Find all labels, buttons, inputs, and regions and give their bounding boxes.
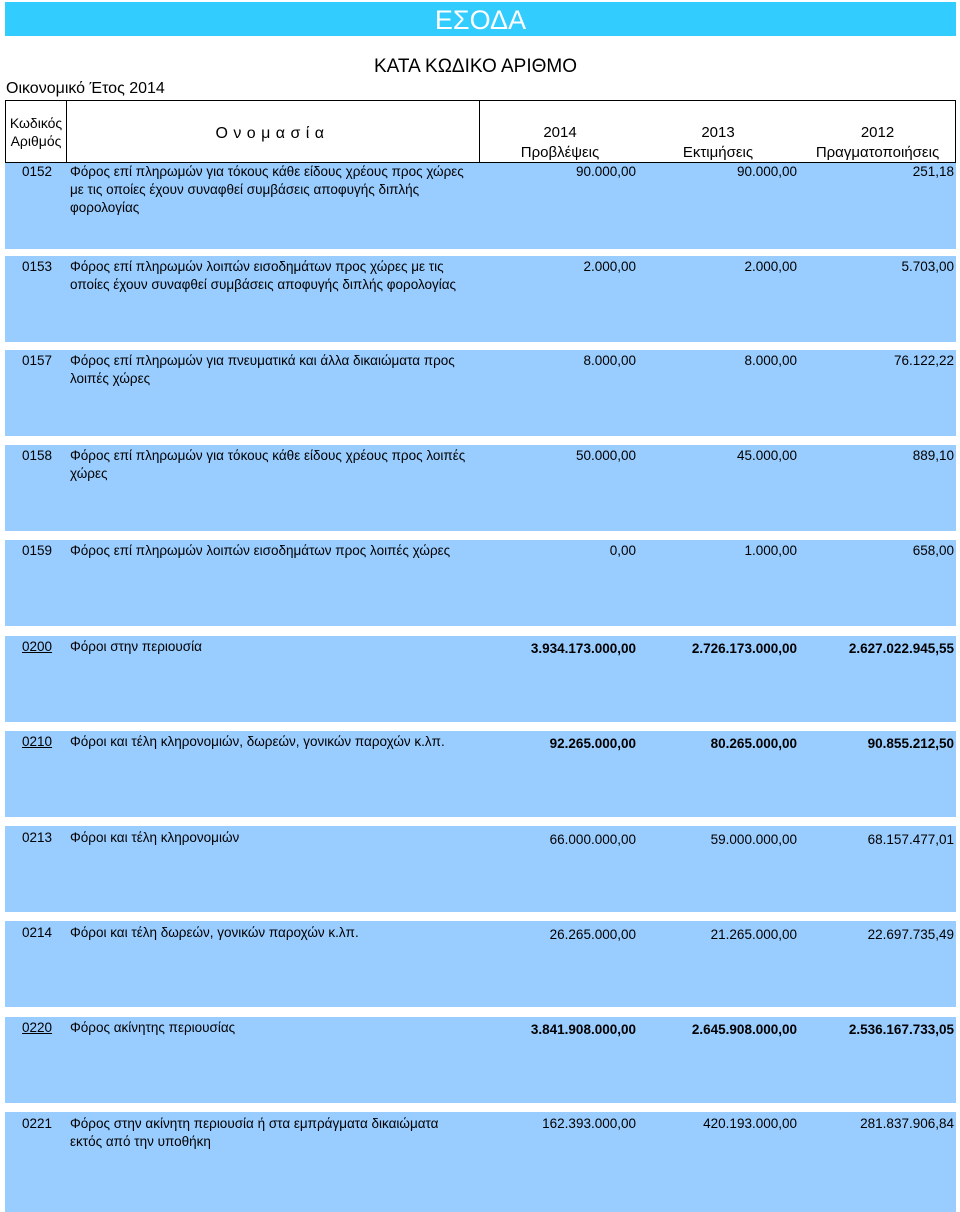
row-code: 0153 xyxy=(22,259,53,274)
header-name-column: Ο ν ο μ α σ ί α xyxy=(215,125,325,142)
row-value-2012: 2.536.167.733,05 xyxy=(848,1022,954,1037)
row-code: 0213 xyxy=(22,830,53,845)
row-value-2013: 2.645.908.000,00 xyxy=(691,1022,797,1037)
header-top-rule xyxy=(5,100,956,101)
row-name: Φόροι και τέλη δωρεών, γονικών παροχών κ.λπ. xyxy=(70,925,359,940)
header-col-2014-year: 2014 xyxy=(543,124,577,141)
header-divider xyxy=(479,100,480,162)
row-value-2013: 8.000,00 xyxy=(744,353,797,368)
row-code: 0220 xyxy=(22,1020,53,1035)
row-value-2012: 2.627.022.945,55 xyxy=(848,641,954,656)
row-value-2012: 251,18 xyxy=(912,164,954,179)
row-value-2014: 50.000,00 xyxy=(575,448,636,463)
row-code: 0210 xyxy=(22,734,53,749)
row-value-2013: 2.726.173.000,00 xyxy=(691,641,797,656)
page-subtitle: ΚΑΤΑ ΚΩΔΙΚΟ ΑΡΙΘΜΟ xyxy=(374,56,577,77)
row-name: Φόρος ακίνητης περιουσίας xyxy=(70,1020,236,1035)
header-col-2014 xyxy=(488,123,632,163)
row-value-2014: 66.000.000,00 xyxy=(549,832,636,847)
row-name: Φόρος επί πληρωμών για τόκους κάθε είδους χρέους προς λοιπές χώρες xyxy=(70,448,466,481)
row-value-2013: 90.000,00 xyxy=(736,164,797,179)
row-value-2013: 59.000.000,00 xyxy=(710,832,797,847)
header-col-2012-label: Πραγματοποιήσεις xyxy=(815,144,940,161)
row-value-2013: 21.265.000,00 xyxy=(710,927,797,942)
row-value-2012: 68.157.477,01 xyxy=(867,832,954,847)
row-value-2013: 45.000,00 xyxy=(736,448,797,463)
row-code: 0152 xyxy=(22,164,53,179)
row-value-2014: 92.265.000,00 xyxy=(549,736,636,751)
row-value-2014: 2.000,00 xyxy=(583,259,636,274)
row-value-2012: 658,00 xyxy=(912,543,954,558)
row-value-2013: 2.000,00 xyxy=(744,259,797,274)
header-code-line-1: Κωδικός xyxy=(9,115,63,131)
row-code: 0221 xyxy=(22,1116,53,1131)
row-code: 0214 xyxy=(22,925,53,940)
row-value-2014: 3.934.173.000,00 xyxy=(530,641,636,656)
row-name: Φόρος στην ακίνητη περιουσία ή στα εμπράγματα δικαιώματα εκτός από την υποθήκη xyxy=(70,1116,439,1149)
header-col-2012 xyxy=(800,123,955,163)
header-col-2013-year: 2013 xyxy=(701,124,735,141)
row-code: 0158 xyxy=(22,448,53,463)
row-value-2012: 889,10 xyxy=(912,448,954,463)
row-value-2012: 90.855.212,50 xyxy=(867,736,954,751)
page-title-banner: ΕΣΟΔΑ xyxy=(5,2,956,36)
row-name: Φόρος επί πληρωμών για πνευματικά και άλλα δικαιώματα προς λοιπές χώρες xyxy=(70,353,455,386)
row-code: 0200 xyxy=(22,639,53,654)
row-value-2014: 0,00 xyxy=(609,543,636,558)
row-name: Φόρος επί πληρωμών για τόκους κάθε είδους χρέους προς χώρες με τις οποίες έχουν συναφθεί συμβάσεις αποφυγής διπλής φορολογίας xyxy=(70,164,464,215)
row-name: Φόροι στην περιουσία xyxy=(70,639,202,654)
row-value-2012: 281.837.906,84 xyxy=(860,1116,954,1131)
fiscal-year: Οικονομικό Έτος 2014 xyxy=(6,80,165,97)
header-divider xyxy=(66,100,67,162)
header-col-2012-year: 2012 xyxy=(860,124,895,141)
row-name: Φόροι και τέλη κληρονομιών xyxy=(70,830,240,845)
row-name: Φόροι και τέλη κληρονομιών, δωρεών, γονικών παροχών κ.λπ. xyxy=(70,734,445,749)
row-code: 0157 xyxy=(22,353,53,368)
row-value-2012: 76.122,22 xyxy=(893,353,954,368)
row-value-2012: 5.703,00 xyxy=(901,259,954,274)
row-value-2014: 162.393.000,00 xyxy=(542,1116,636,1131)
row-value-2013: 420.193.000,00 xyxy=(703,1116,797,1131)
row-value-2014: 3.841.908.000,00 xyxy=(530,1022,636,1037)
header-code-column xyxy=(6,114,66,150)
header-col-2014-label: Προβλέψεις xyxy=(520,144,600,161)
header-col-2013-label: Εκτιμήσεις xyxy=(682,144,754,161)
row-value-2013: 1.000,00 xyxy=(744,543,797,558)
row-code: 0159 xyxy=(22,543,53,558)
row-name: Φόρος επί πληρωμών λοιπών εισοδημάτων προς λοιπές χώρες xyxy=(70,543,451,558)
row-value-2014: 8.000,00 xyxy=(583,353,636,368)
row-value-2012: 22.697.735,49 xyxy=(867,927,954,942)
header-code-line-2: Αριθμός xyxy=(10,133,62,149)
header-right-border xyxy=(955,100,956,162)
row-name: Φόρος επί πληρωμών λοιπών εισοδημάτων προς χώρες με τις οποίες έχουν συναφθεί συμβάσεις αποφυγής διπλής φορολογίας xyxy=(70,259,457,292)
row-value-2014: 26.265.000,00 xyxy=(549,927,636,942)
header-col-2013 xyxy=(648,123,788,163)
row-value-2013: 80.265.000,00 xyxy=(710,736,797,751)
row-value-2014: 90.000,00 xyxy=(575,164,636,179)
